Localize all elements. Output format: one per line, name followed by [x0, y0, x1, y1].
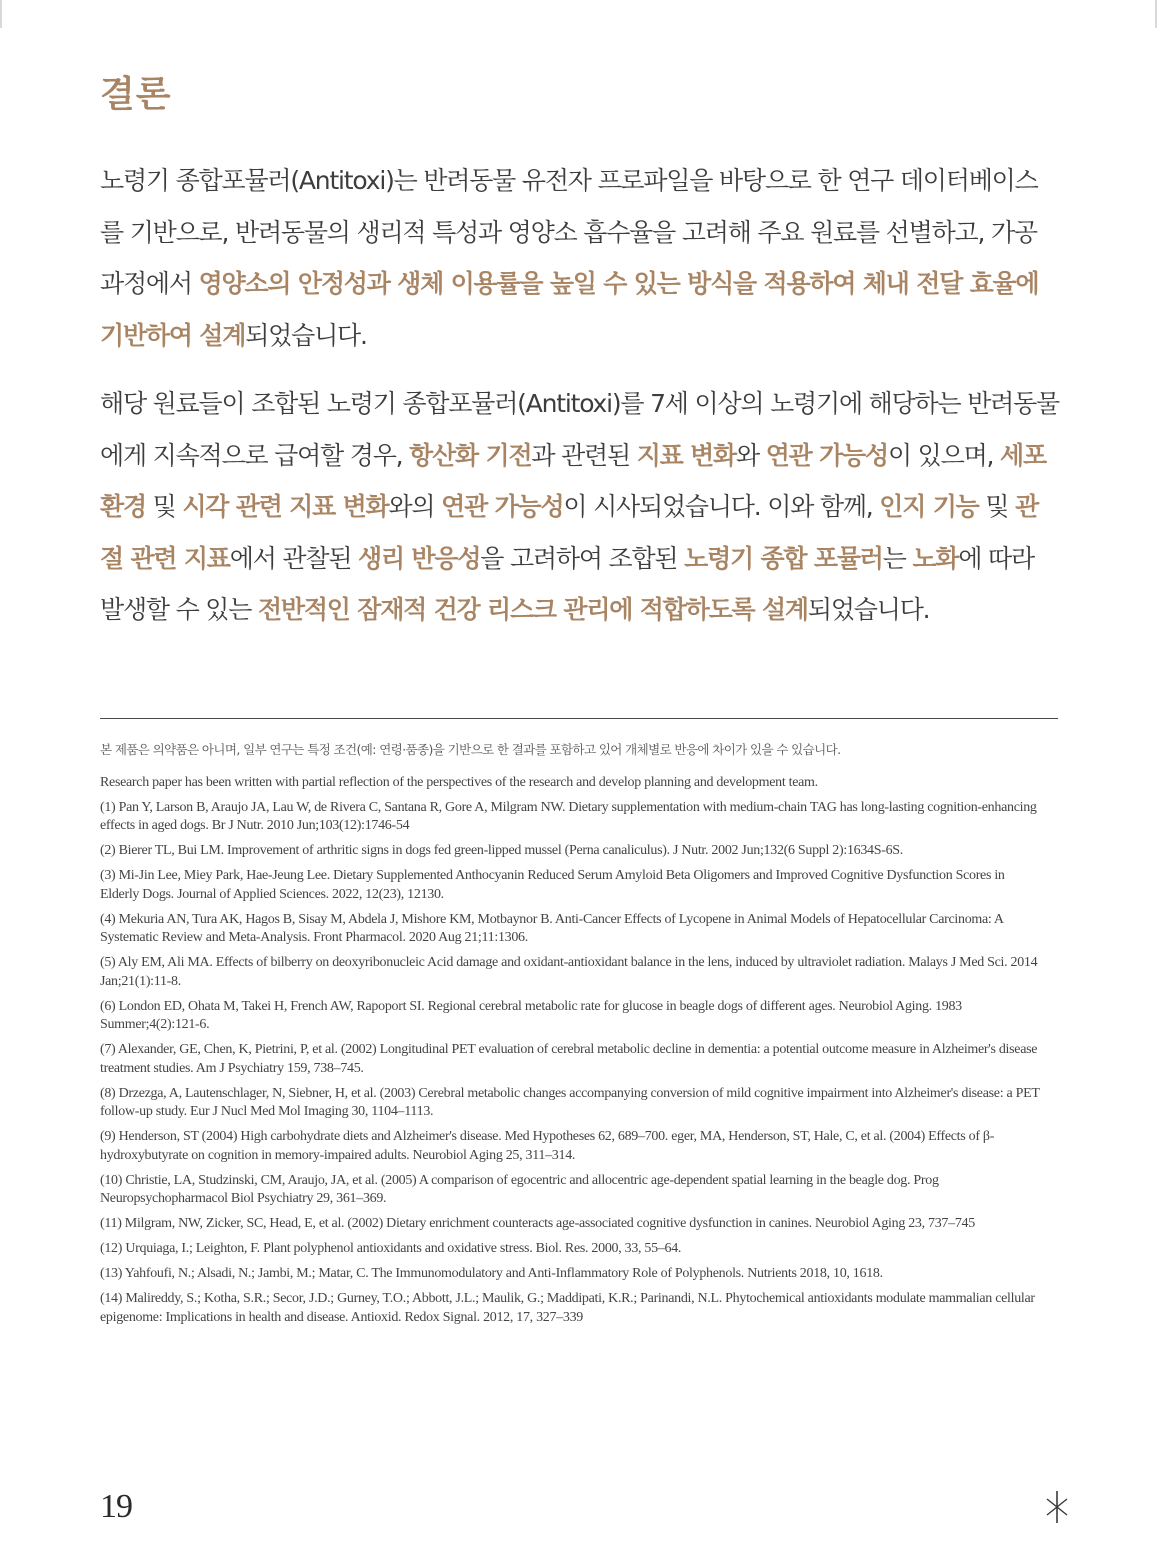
body-text: 에 따라 발생할 수 있는	[100, 543, 1034, 624]
highlight-text: 연관 가능성	[441, 492, 564, 521]
conclusion-paragraph-2	[100, 378, 1060, 636]
highlight-text: 시각 관련 지표 변화	[182, 492, 389, 521]
highlight-text: 세포 환경	[100, 440, 1046, 521]
body-text: 과 관련된	[531, 440, 637, 470]
reference-item: (11) Milgram, NW, Zicker, SC, Head, E, et al. (2002) Dietary enrichment counteracts age-associated cognitive dysfunction in canines. Neurobiol Aging 23, 737–745	[100, 1216, 975, 1231]
body-text: 와의	[388, 492, 442, 521]
divider	[100, 718, 1058, 719]
highlight-text: 영양소의 안정성과 생체 이용률을 높일 수 있는 방식을 적용하여 체내 전달 효율에 기반하여 설계	[100, 269, 1039, 350]
disclaimer-note: 본 제품은 의약품은 아니며, 일부 연구는 특정 조건(예: 연령·품종)을 기반으로 한 결과를 포함하고 있어 개체별로 반응에 차이가 있을 수 있습니다.	[100, 742, 841, 757]
reference-item: (12) Urquiaga, I.; Leighton, F. Plant polyphenol antioxidants and oxidative stress. Biol. Res. 2000, 33, 55–64.	[100, 1241, 682, 1256]
reference-item: (4) Mekuria AN, Tura AK, Hagos B, Sisay M, Abdela J, Mishore KM, Motbaynor B. Anti-Cancer Effects of Lycopene in Animal Models of Hepatocellular Carcinoma: A Systematic Review and Meta-Analysis. Front Pharmacol. 2020 Aug 21;11:1306.	[100, 911, 1003, 945]
asterisk-star-icon	[1044, 1490, 1070, 1524]
section-heading: 결론	[100, 74, 172, 115]
reference-item: (14) Malireddy, S.; Kotha, S.R.; Secor, J.D.; Gurney, T.O.; Abbott, J.L.; Maulik, G.; Maddipati, K.R.; Parinandi, N.L. Phytochemical antioxidants modulate mammalian cellular epigenome: Implications in health and disease. Antioxid. Redox Signal. 2012, 17, 327–339	[100, 1291, 1035, 1325]
body-text: 노령기 종합포뮬러(Antitoxi)는 반려동물 유전자 프로파일을 바탕으로 한 연구 데이터베이스를 기반으로, 반려동물의 생리적 특성과 영양소 흡수율을 고려해 주요 원료를 선별하고, 가공 과정에서	[100, 166, 1038, 298]
highlight-text: 항산화 기전	[409, 440, 532, 470]
conclusion-paragraph-1	[100, 155, 1060, 361]
body-text: 와	[736, 440, 766, 470]
reference-item: (3) Mi-Jin Lee, Miey Park, Hae-Jeung Lee. Dietary Supplemented Anthocyanin Reduced Serum Amyloid Beta Oligomers and Improved Cognitive Dysfunction Scores in Elderly Dogs. Journal of Applied Sciences. 2022, 12(23), 12130.	[100, 868, 1005, 902]
highlight-text: 연관 가능성	[765, 440, 888, 470]
highlight-text: 노화	[912, 543, 959, 573]
body-text: 및	[978, 492, 1016, 521]
reference-item: (13) Yahfoufi, N.; Alsadi, N.; Jambi, M.; Matar, C. The Immunomodulatory and Anti-Inflammatory Role of Polyphenols. Nutrients 2018, 10, 1618.	[100, 1266, 883, 1281]
references-section	[100, 774, 1045, 1334]
body-text: 이 있으며,	[887, 440, 1001, 470]
highlight-text: 노령기 종합 포뮬러	[684, 543, 883, 573]
references-intro: Research paper has been written with partial reflection of the perspectives of the research and develop planning and development team.	[100, 775, 818, 790]
body-text: 및	[145, 492, 183, 521]
reference-item: (2) Bierer TL, Bui LM. Improvement of arthritic signs in dogs fed green-lipped mussel (Perna canaliculus). J Nutr. 2002 Jun;132(6 Suppl 2):1634S-6S.	[100, 843, 903, 858]
body-text: 는	[882, 543, 913, 573]
body-text: 에서 관찰된	[229, 543, 359, 573]
body-text: 이 시사되었습니다. 이와 함께,	[563, 492, 880, 521]
reference-item: (9) Henderson, ST (2004) High carbohydrate diets and Alzheimer's disease. Med Hypotheses 62, 689–700. eger, MA, Henderson, ST, Hale, C, et al. (2004) Effects of β-hydroxybutyrate on cognition in memory-impaired adults. Neurobiol Aging 25, 311–314.	[100, 1129, 995, 1163]
corner-mark-top-left	[0, 0, 2, 28]
highlight-text: 지표 변화	[636, 440, 737, 470]
reference-item: (8) Drzezga, A, Lautenschlager, N, Siebner, H, et al. (2003) Cerebral metabolic changes accompanying conversion of mild cognitive impairment into Alzheimer's disease: a PET follow-up study. Eur J Nucl Med Mol Imaging 30, 1104–1113.	[100, 1085, 1040, 1119]
reference-item: (5) Aly EM, Ali MA. Effects of bilberry on deoxyribonucleic Acid damage and oxidant-antioxidant balance in the lens, induced by ultraviolet radiation. Malays J Med Sci. 2014 Jan;21(1):11-8.	[100, 955, 1038, 989]
reference-item: (1) Pan Y, Larson B, Araujo JA, Lau W, de Rivera C, Santana R, Gore A, Milgram NW. Dietary supplementation with medium-chain TAG has long-lasting cognition-enhancing effects in aged dogs. Br J Nutr. 2010 Jun;103(12):1746-54	[100, 799, 1037, 833]
body-text: 되었습니다.	[245, 320, 367, 350]
highlight-text: 인지 기능	[879, 492, 979, 521]
body-text: 을 고려하여 조합된	[480, 543, 685, 573]
highlight-text: 생리 반응성	[358, 543, 481, 573]
highlight-text: 전반적인 잠재적 건강 리스크 관리에 적합하도록 설계	[257, 595, 808, 624]
reference-item: (10) Christie, LA, Studzinski, CM, Araujo, JA, et al. (2005) A comparison of egocentric and allocentric age-dependent spatial learning in the beagle dog. Prog Neuropsychopharmacol Biol Psychiatry 29, 361–369.	[100, 1172, 939, 1206]
body-text: 해당 원료들이 조합된 노령기 종합포뮬러(Antitoxi)를 7세 이상의 노령기에 해당하는 반려동물에게 지속적으로 급여할 경우,	[100, 389, 1060, 470]
body-text: 되었습니다.	[807, 595, 930, 624]
page-number: 19	[100, 1488, 132, 1525]
highlight-text: 관절 관련 지표	[100, 492, 1039, 573]
reference-list	[100, 799, 1045, 1328]
reference-item: (6) London ED, Ohata M, Takei H, French AW, Rapoport SI. Regional cerebral metabolic rate for glucose in beagle dogs of different ages. Neurobiol Aging. 1983 Summer;4(2):121-6.	[100, 998, 962, 1032]
reference-item: (7) Alexander, GE, Chen, K, Pietrini, P, et al. (2002) Longitudinal PET evaluation of cerebral metabolic decline in dementia: a potential outcome measure in Alzheimer's disease treatment studies. Am J Psychiatry 159, 738–745.	[100, 1042, 1038, 1076]
